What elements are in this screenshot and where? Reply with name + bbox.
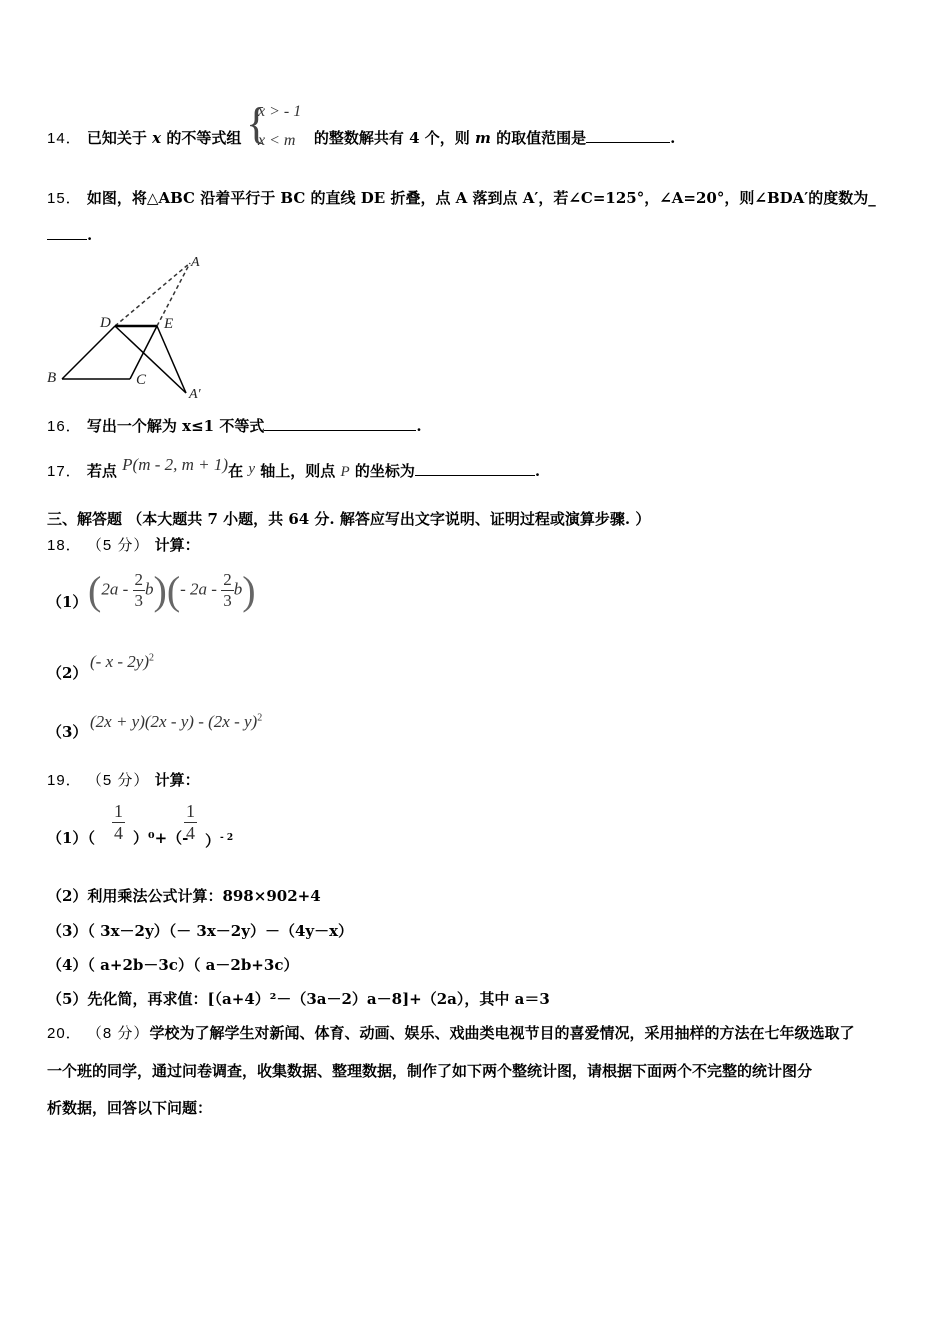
exponent: - 2: [220, 833, 234, 843]
geometry-figure: [40, 250, 220, 405]
label-D: D: [100, 315, 111, 331]
question-18: [47, 535, 200, 556]
task-label: 计算：: [154, 771, 200, 789]
score: （5 分）: [86, 537, 150, 554]
label-A-prime: A′: [189, 387, 201, 402]
q20-line-3: 析数据，回答以下问题：: [47, 1099, 213, 1117]
part-label: （1）: [47, 829, 88, 847]
q19-fraction-1: [112, 801, 125, 844]
exponent: 2: [149, 652, 154, 664]
question-15: [47, 188, 876, 209]
q17-point: P(m - 2, m + 1): [122, 455, 229, 474]
q19-fraction-2: [184, 801, 197, 844]
q15-end: .: [87, 226, 93, 244]
fraction-numerator: 1: [114, 801, 123, 821]
q14-middle: 的不等式组: [166, 129, 242, 147]
q18-expression-2: [90, 652, 154, 672]
expr-term: - 2a -: [180, 579, 217, 599]
fraction-denominator: 4: [186, 823, 195, 843]
task-label: 计算：: [154, 536, 200, 554]
expr-term: b: [233, 579, 243, 599]
expr-term: 2a -: [101, 579, 129, 599]
q20-line-2: 一个班的同学，通过问卷调查，收集数据、整理数据，制作了如下两个整统计图，请根据下面两个不完整的统计图分: [47, 1062, 813, 1080]
q18-part-1: [47, 592, 87, 612]
fraction-denominator: 4: [114, 823, 123, 843]
q17-middle: 在: [228, 462, 244, 480]
fraction-numerator: 2: [134, 570, 143, 589]
q17-after: 轴上，则点: [260, 462, 336, 480]
q18-part-2: [47, 663, 87, 683]
score: （8 分）: [86, 1025, 150, 1042]
system-condition-1: x > - 1: [258, 103, 302, 120]
q17-suffix: 的坐标为: [354, 462, 415, 480]
q18-expression-3: [90, 712, 262, 732]
segment-DA: [115, 263, 190, 326]
fraction-numerator: 1: [186, 801, 195, 821]
segment-EA-prime: [157, 326, 186, 393]
question-17: [47, 455, 541, 482]
fraction-denominator: 3: [134, 591, 143, 610]
exponent: 2: [257, 712, 263, 724]
question-14: [47, 128, 675, 149]
q14-suffix: 的取值范围是: [496, 129, 587, 147]
part-label: （3）: [47, 723, 88, 741]
expr: (2x + y)(2x - y) - (2x - y): [90, 712, 258, 731]
q16-text: 写出一个解为 x≤1 不等式: [86, 417, 265, 435]
answer-blank: [415, 461, 535, 476]
q14-var-m: m: [474, 129, 491, 147]
fraction-numerator: 2: [223, 570, 232, 589]
q18-expression-1: (2a - $\frac{2}{3}$ b)(- 2a - $\frac{2}{3}$ b): [88, 568, 256, 613]
q18-part-3: [47, 722, 87, 742]
question-number: 20．: [47, 1025, 82, 1042]
q17-prefix: 若点: [86, 462, 117, 480]
question-20: [47, 1023, 854, 1044]
system-condition-2: x < m: [258, 132, 296, 149]
q16-end: .: [416, 417, 422, 435]
label-A: A: [191, 255, 200, 270]
segment-BD: [62, 326, 115, 379]
q19-part-1-end: [205, 828, 233, 851]
q14-prefix: 已知关于: [86, 129, 147, 147]
q19-part-5: （5）先化简，再求值：[（a+4）²－（3a－2）a－8]+（2a），其中 a＝3: [47, 990, 550, 1008]
segment-EA: [157, 263, 190, 326]
fraction-denominator: 3: [223, 591, 232, 610]
answer-blank: [47, 225, 87, 240]
q14-end: .: [670, 129, 676, 147]
q17-end: .: [534, 462, 541, 480]
q19-part-3: （3）（ 3x－2y）（－ 3x－2y）－（4y－x）: [47, 922, 354, 940]
expr-mid: ）⁰+（-: [133, 829, 189, 847]
question-number: 16．: [47, 418, 82, 435]
section-title: 三、解答题 （本大题共 7 小题，共 64 分. 解答应写出文字说明、证明过程或演算步骤. ）: [47, 510, 651, 528]
q19-part-1-mid: [133, 828, 188, 848]
part-label: （1）: [47, 593, 88, 611]
q20-line-1: 学校为了解学生对新闻、体育、动画、娱乐、戏曲类电视节目的喜爱情况，采用抽样的方法在七年级选取了: [149, 1024, 855, 1042]
paren: （: [87, 829, 95, 847]
label-C: C: [136, 372, 147, 388]
question-16: [47, 416, 422, 437]
label-E: E: [164, 316, 174, 332]
q14-var-x: x: [152, 129, 162, 147]
q19-part-4: （4）（ a+2b－3c）（ a－2b+3c）: [47, 956, 299, 974]
question-number: 17．: [47, 463, 82, 480]
q14-after: 的整数解共有 4 个，则: [313, 129, 470, 147]
question-19: [47, 770, 200, 791]
q17-axis: y: [248, 461, 255, 477]
q17-pname: P: [340, 464, 350, 480]
system-brace: {: [246, 99, 268, 148]
expr-term: b: [145, 579, 154, 599]
question-number: 15．: [47, 190, 82, 207]
expr: (- x - 2y): [90, 652, 149, 671]
question-number: 14．: [47, 130, 82, 147]
answer-blank: [586, 128, 670, 143]
q19-part-2: （2）利用乘法公式计算：898×902+4: [47, 887, 321, 905]
question-15-continued: [47, 225, 92, 245]
question-number: 19．: [47, 772, 82, 789]
question-number: 18．: [47, 537, 82, 554]
q15-text: 如图，将△ABC 沿着平行于 BC 的直线 DE 折叠，点 A 落到点 A′，若∠C=125°，∠A=20°，则∠BDA′的度数为_: [86, 189, 876, 207]
score: （5 分）: [86, 772, 150, 789]
q19-part-1: [47, 828, 95, 848]
part-label: （2）: [47, 664, 88, 682]
answer-blank: [264, 416, 416, 431]
label-B: B: [47, 370, 57, 386]
segment-DA-prime: [115, 326, 186, 393]
paren: ）: [205, 832, 221, 850]
